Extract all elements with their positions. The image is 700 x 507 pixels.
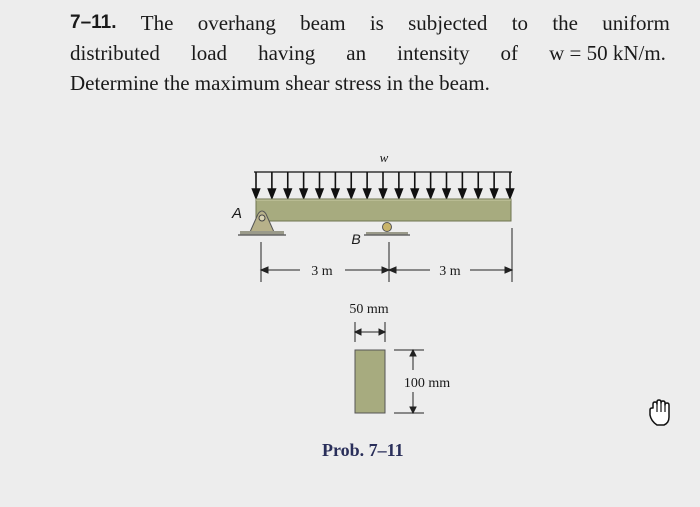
word: intensity	[397, 41, 470, 65]
load-arrow-head	[411, 189, 418, 198]
figure-caption: Prob. 7–11	[322, 440, 404, 460]
load-arrow-head	[332, 189, 339, 198]
load-arrow-head	[284, 189, 291, 198]
load-arrow-head	[268, 189, 275, 198]
problem-number: 7–11.	[70, 12, 117, 33]
beam	[256, 199, 511, 221]
load-arrow-head	[459, 189, 466, 198]
load-arrow-head	[364, 189, 371, 198]
load-arrow-head	[253, 189, 260, 198]
word: overhang	[197, 11, 276, 35]
load-intensity: w = 50 kN/m.	[549, 41, 666, 65]
load-label: w	[379, 150, 389, 165]
word: beam	[300, 11, 346, 35]
distributed-load	[253, 172, 514, 198]
word: having	[258, 41, 316, 65]
support-b-label: B	[351, 231, 361, 247]
load-arrow-head	[316, 189, 323, 198]
word: is	[369, 11, 384, 35]
span-dimensions	[261, 228, 512, 282]
word: load	[190, 41, 228, 65]
word: to	[511, 11, 529, 35]
section-height-label: 100 mm	[403, 376, 451, 391]
section-width-label: 50 mm	[349, 302, 389, 317]
word: of	[500, 41, 519, 65]
dimension-right: 3 m	[439, 264, 461, 279]
load-arrow-head	[395, 189, 402, 198]
load-arrow-head	[380, 189, 387, 198]
load-arrow-head	[475, 189, 482, 198]
word: distributed	[70, 41, 160, 65]
word: uniform	[602, 11, 670, 35]
word: an	[346, 41, 367, 65]
load-arrow-head	[300, 189, 307, 198]
load-arrow-head	[443, 189, 450, 198]
problem-line-3: Determine the maximum shear stress in the beam.	[70, 71, 490, 95]
word: the	[552, 11, 578, 35]
load-arrow-head	[491, 189, 498, 198]
load-arrow-head	[427, 189, 434, 198]
dimension-left: 3 m	[311, 264, 333, 279]
support-a-label: A	[231, 205, 243, 222]
hand-cursor-icon	[645, 395, 681, 431]
roller-support-b	[364, 223, 410, 236]
load-arrow-head	[507, 189, 514, 198]
section-width-dimension	[355, 322, 385, 342]
word: The	[140, 11, 174, 35]
load-arrow-head	[348, 189, 355, 198]
word: subjected	[408, 11, 488, 35]
cross-section	[355, 350, 385, 413]
